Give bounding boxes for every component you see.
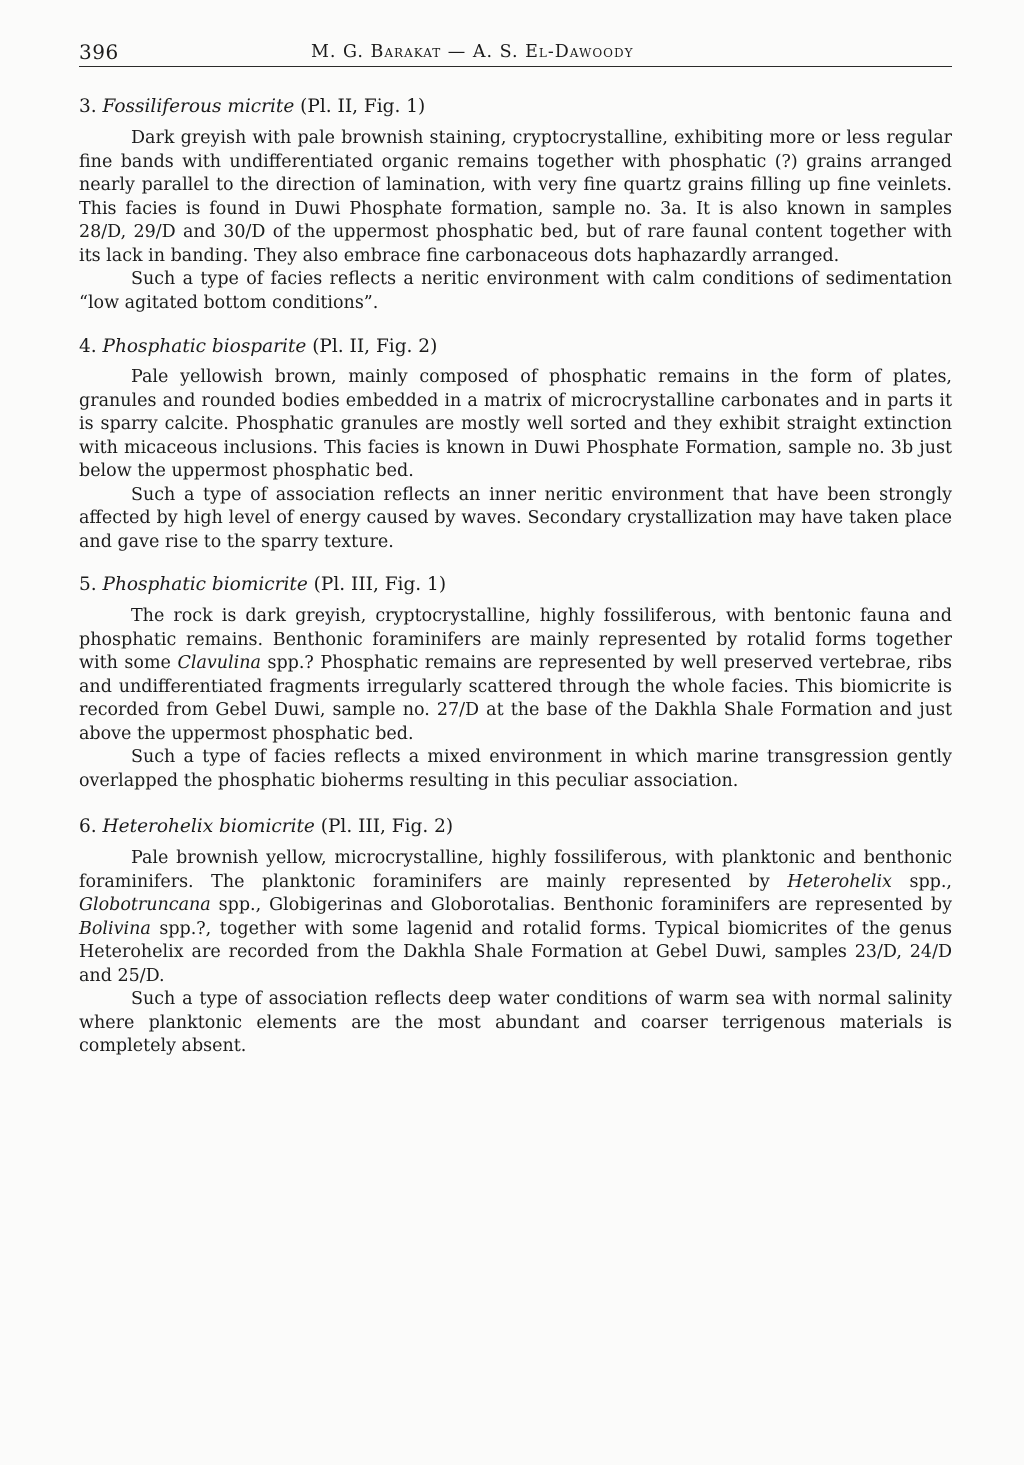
paragraph: Dark greyish with pale brownish staining, cryptocrystalline, exhibiting more or less regular fine bands with undifferentiated organic remains together with phosphatic (?) grains arranged nearly parallel to the direction of lamination, with very fine quartz grains filling up fine veinlets. This facies is found in Duwi Phosphate formation, sample no. 3a. It is also known in samples 28/D, 29/D and 30/D of the uppermost phosphatic bed, but of rare faunal content together with its lack in banding. They also embrace fine carbonaceous dots haphazardly arranged. [79,128,952,266]
taxon-name: Globotruncana [79,895,211,915]
text-run: The rock is dark greyish, cryptocrystalline, highly fossiliferous, with bentonic fauna and phosphatic remains. Benthonic foraminifers are mainly represented by rotalid forms together with some [79,606,952,673]
paragraph: Such a type of association reflects deep water conditions of warm sea with normal salinity where planktonic elements are the most abundant and coarser terrigenous materials is completely absent. [79,989,952,1056]
plate-reference: (Pl. II, Fig. 2) [312,336,438,357]
page-header [79,40,952,67]
section-phosphatic-biosparite [79,335,952,554]
section-fossiliferous-micrite [79,95,952,315]
paragraph [79,847,952,988]
section-number: 3. [79,96,97,117]
plate-reference: (Pl. III, Fig. 2) [320,816,454,837]
section-number: 4. [79,336,97,357]
plate-reference: (Pl. II, Fig. 1) [300,96,426,117]
section-heading [79,95,952,119]
text-run: Pale brownish yellow, microcrystalline, highly fossiliferous, with planktonic and benthonic foraminifers. The planktonic foraminifers are mainly represented by [79,848,952,892]
taxon-name: Bolivina [79,918,151,939]
section-heading [79,573,952,597]
taxon-name: Clavulina [177,653,261,673]
section-title: Fossiliferous micrite [102,96,295,117]
section-heterohelix-biomicrite [79,815,952,1059]
paragraph: Such a type of association reflects an inner neritic environment that have been strongly affected by high level of energy caused by waves. Secondary crystallization may have taken place and gave rise to the sparry texture. [79,484,952,552]
section-title: Heterohelix biomicrite [102,816,315,837]
text-run: spp., [891,871,952,892]
paragraph [79,605,952,746]
running-head: M. G. Barakat — A. S. El-Dawoody [311,42,634,62]
text-run: spp.? Phosphatic remains are represented by well preserved vertebrae, ribs and undifferentiated fragments irregularly scattered through the whole facies. This biomicrite is recorded from Gebel Duwi, sample no. 27/D at the base of the Dakhla Shale Formation and just above the uppermost phosphatic bed. [79,653,952,744]
taxon-name: Heterohelix [787,871,892,892]
section-number: 6. [79,816,97,837]
section-heading [79,815,952,839]
section-title: Phosphatic biomicrite [102,574,308,595]
paragraph: Pale yellowish brown, mainly composed of phosphatic remains in the form of plates, granules and rounded bodies embedded in a matrix of microcrystalline carbonates and in parts it is sparry calcite. Phosphatic granules are mostly well sorted and they exhibit straight extinction with micaceous inclusions. This facies is known in Duwi Phosphate Formation, sample no. 3b just below the uppermost phosphatic bed. [79,367,952,481]
section-heading [79,335,952,359]
page-number: 396 [79,40,119,64]
text-run: spp., Globigerinas and Globorotalias. Benthonic foraminifers are represented by [210,895,952,915]
section-title: Phosphatic biosparite [102,336,307,357]
paragraph: Such a type of facies reflects a mixed environment in which marine transgression gently overlapped the phosphatic bioherms resulting in this peculiar association. [79,747,952,791]
section-phosphatic-biomicrite [79,573,952,793]
page [79,40,952,1059]
paragraph: Such a type of facies reflects a neritic environment with calm conditions of sedimentation “low agitated bottom conditions”. [79,269,952,313]
section-number: 5. [79,574,97,595]
text-run: spp.?, together with some lagenid and rotalid forms. Typical biomicrites of the genus Heterohelix are recorded from the Dakhla Shale Formation at Gebel Duwi, samples 23/D, 24/D and 25/D. [79,918,952,986]
plate-reference: (Pl. III, Fig. 1) [313,574,447,595]
